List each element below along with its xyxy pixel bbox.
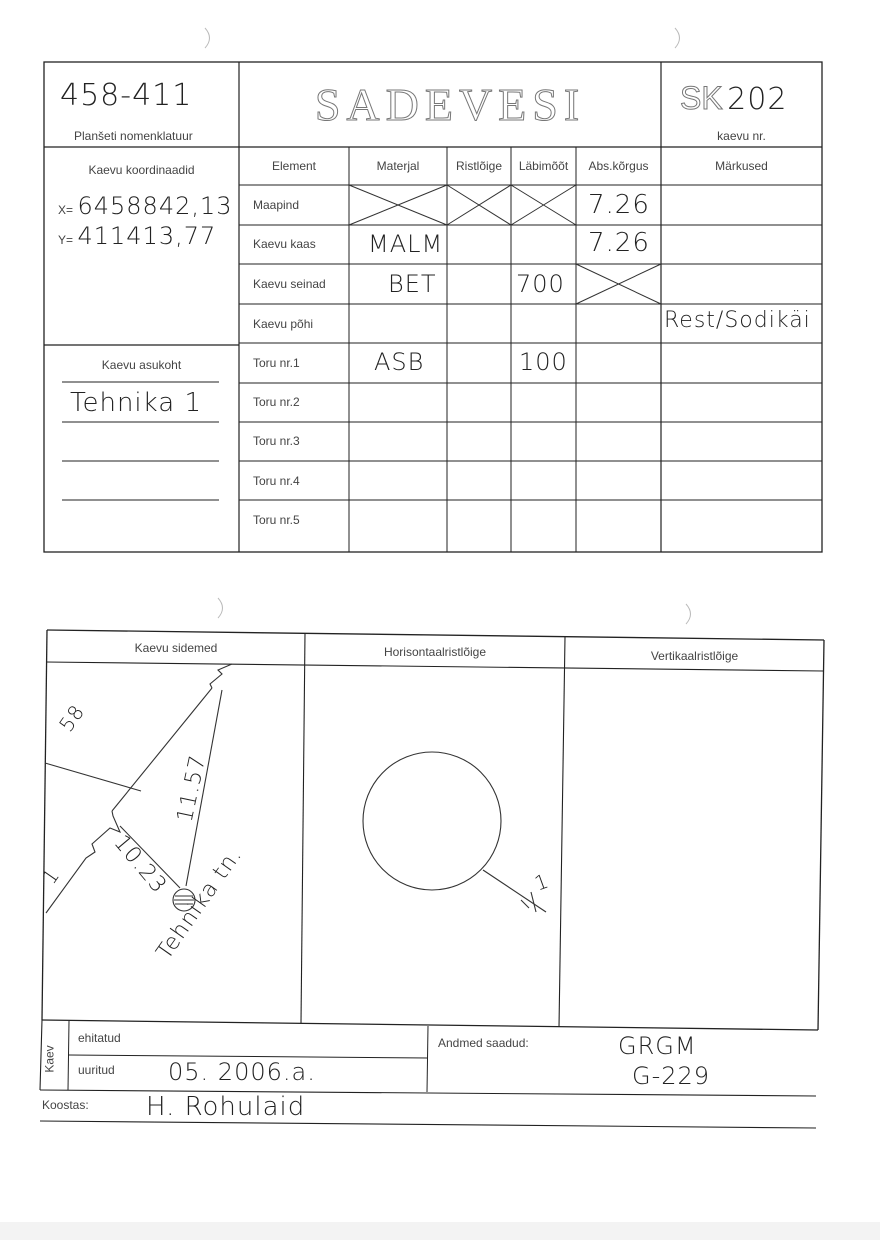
header-diameter: Läbimõõt xyxy=(518,159,569,173)
data-from-value1: GRGM xyxy=(618,1032,697,1060)
header-cross-section: Ristlõige xyxy=(455,159,503,173)
street-label: Tehnika tn. xyxy=(152,842,248,965)
scan-edge xyxy=(0,1222,880,1240)
dim-58: 58 xyxy=(54,699,90,737)
row-element: Kaevu põhi xyxy=(253,317,314,331)
coordinates-label: Kaevu koordinaadid xyxy=(88,163,195,177)
vertical-section-title: Vertikaalristlõige xyxy=(650,649,739,663)
row-element: Maapind xyxy=(253,198,300,212)
maapind-height: 7.26 xyxy=(588,190,650,220)
compiled-value: H. Rohulaid xyxy=(146,1092,306,1122)
pohi-notes: Rest/Sodikäi xyxy=(664,308,811,333)
header-notes: Märkused xyxy=(715,159,768,173)
coordinate-y xyxy=(58,222,216,250)
toru1-diameter: 100 xyxy=(519,348,568,376)
coordinate-x-prefix: X= xyxy=(58,203,74,217)
location-value: Tehnika 1 xyxy=(70,388,202,418)
well-prefix: SK xyxy=(680,80,723,116)
row-element: Toru nr.1 xyxy=(253,356,300,370)
well-number: 202 xyxy=(727,82,788,117)
kaas-material: MALM xyxy=(368,230,444,258)
surveyed-date: 05. 2006.a. xyxy=(168,1058,316,1086)
row-element: Kaevu kaas xyxy=(253,237,316,251)
location-label: Kaevu asukoht xyxy=(101,358,182,372)
side-label: Kaev xyxy=(42,1045,57,1073)
row-element: Toru nr.5 xyxy=(253,513,300,527)
well-number-group xyxy=(680,80,787,117)
row-element: Toru nr.3 xyxy=(253,434,300,448)
toru1-material: ASB xyxy=(374,348,425,376)
planset-label: Planšeti nomenklatuur xyxy=(74,129,193,143)
well-number-label: kaevu nr. xyxy=(717,129,766,143)
kaas-height: 7.26 xyxy=(588,228,650,258)
header-abs-height: Abs.kõrgus xyxy=(588,159,649,173)
coordinate-x-value: 6458842,13 xyxy=(77,192,233,220)
seinad-diameter: 700 xyxy=(516,270,565,298)
horizontal-section-title: Horisontaalristlõige xyxy=(383,645,487,659)
row-element: Toru nr.4 xyxy=(253,474,300,488)
data-from-label: Andmed saadud: xyxy=(438,1036,529,1050)
ties-title: Kaevu sidemed xyxy=(134,641,218,655)
coordinate-x xyxy=(58,192,233,220)
header-material: Materjal xyxy=(376,159,420,173)
dim-1157: 11.57 xyxy=(172,752,212,825)
form-title: SADEVESI xyxy=(314,79,586,130)
surveyed-label: uuritud xyxy=(78,1063,115,1077)
row-element: Kaevu seinad xyxy=(253,277,326,291)
row-element: Toru nr.2 xyxy=(253,395,300,409)
dim-1: 1 xyxy=(37,863,65,889)
coordinate-y-prefix: Y= xyxy=(58,233,74,247)
pipe-label: 1 xyxy=(531,868,553,896)
dim-1023: 10.23 xyxy=(108,830,172,899)
compiled-label: Koostas: xyxy=(42,1098,89,1112)
data-from-value2: G-229 xyxy=(632,1062,711,1090)
planset-value: 458-411 xyxy=(60,78,193,113)
seinad-material: BET xyxy=(388,270,437,298)
coordinate-y-value: 411413,77 xyxy=(77,222,217,250)
built-label: ehitatud xyxy=(78,1031,121,1045)
header-element: Element xyxy=(271,159,317,173)
